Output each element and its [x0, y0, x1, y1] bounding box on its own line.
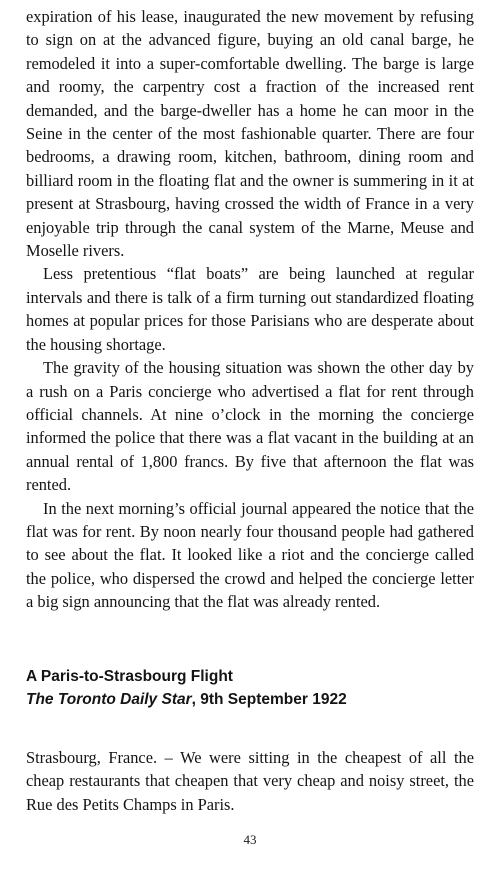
publication-name: The Toronto Daily Star — [26, 691, 192, 708]
paragraph-lease: expiration of his lease, inaugurated the new movement by refusing to sign on at the advanced figure, buying an old canal barge, he remodeled it into a super-comfortable dwelling. The barge is large and roomy, the carpentry cost a fraction of the increased rent demanded, and the barge-dweller has a home he can moor in the Seine in the center of the most fashionable quarter. There are four bedrooms, a drawing room, kitchen, bathroom, dining room and billiard room in the floating flat and the owner is summering in it at present at Strasbourg, having crossed the width of France in a very enjoyable trip through the canal system of the Marne, Meuse and Moselle rivers. — [26, 7, 474, 261]
article-heading — [26, 665, 474, 711]
article-paragraph: Strasbourg, France. – We were sitting in the cheapest of all the cheap restaurants that cheapen that very cheap and noisy street, the Rue des Petits Champs in Paris. — [26, 748, 474, 814]
article-source — [26, 688, 474, 711]
body-text — [26, 5, 474, 614]
paragraph-housing-situation: The gravity of the housing situation was shown the other day by a rush on a Paris concierge who advertised a flat for rent through official channels. At nine o’clock in the morning the concierge informed the police that there was a flat vacant in the building at an annual rental of 1,800 francs. By five that afternoon the flat was rented. — [26, 358, 474, 495]
publication-date: , 9th September 1922 — [191, 691, 347, 708]
article-body — [26, 746, 474, 816]
book-page — [26, 0, 474, 872]
page-number: 43 — [243, 832, 257, 847]
article-title: A Paris-to-Strasbourg Flight — [26, 668, 233, 685]
paragraph-official-journal: In the next morning’s official journal appeared the notice that the flat was for rent. By noon nearly four thousand people had gathered to see about the flat. It looked like a riot and the concierge called the police, who dispersed the crowd and helped the concierge letter a big sign announcing that the flat was already rented. — [26, 498, 474, 612]
paragraph-flat-boats: Less pretentious “flat boats” are being launched at regular intervals and there is talk of a firm turning out standardized floating homes at popular prices for those Parisians who are desperate about the housing shortage. — [26, 264, 474, 354]
